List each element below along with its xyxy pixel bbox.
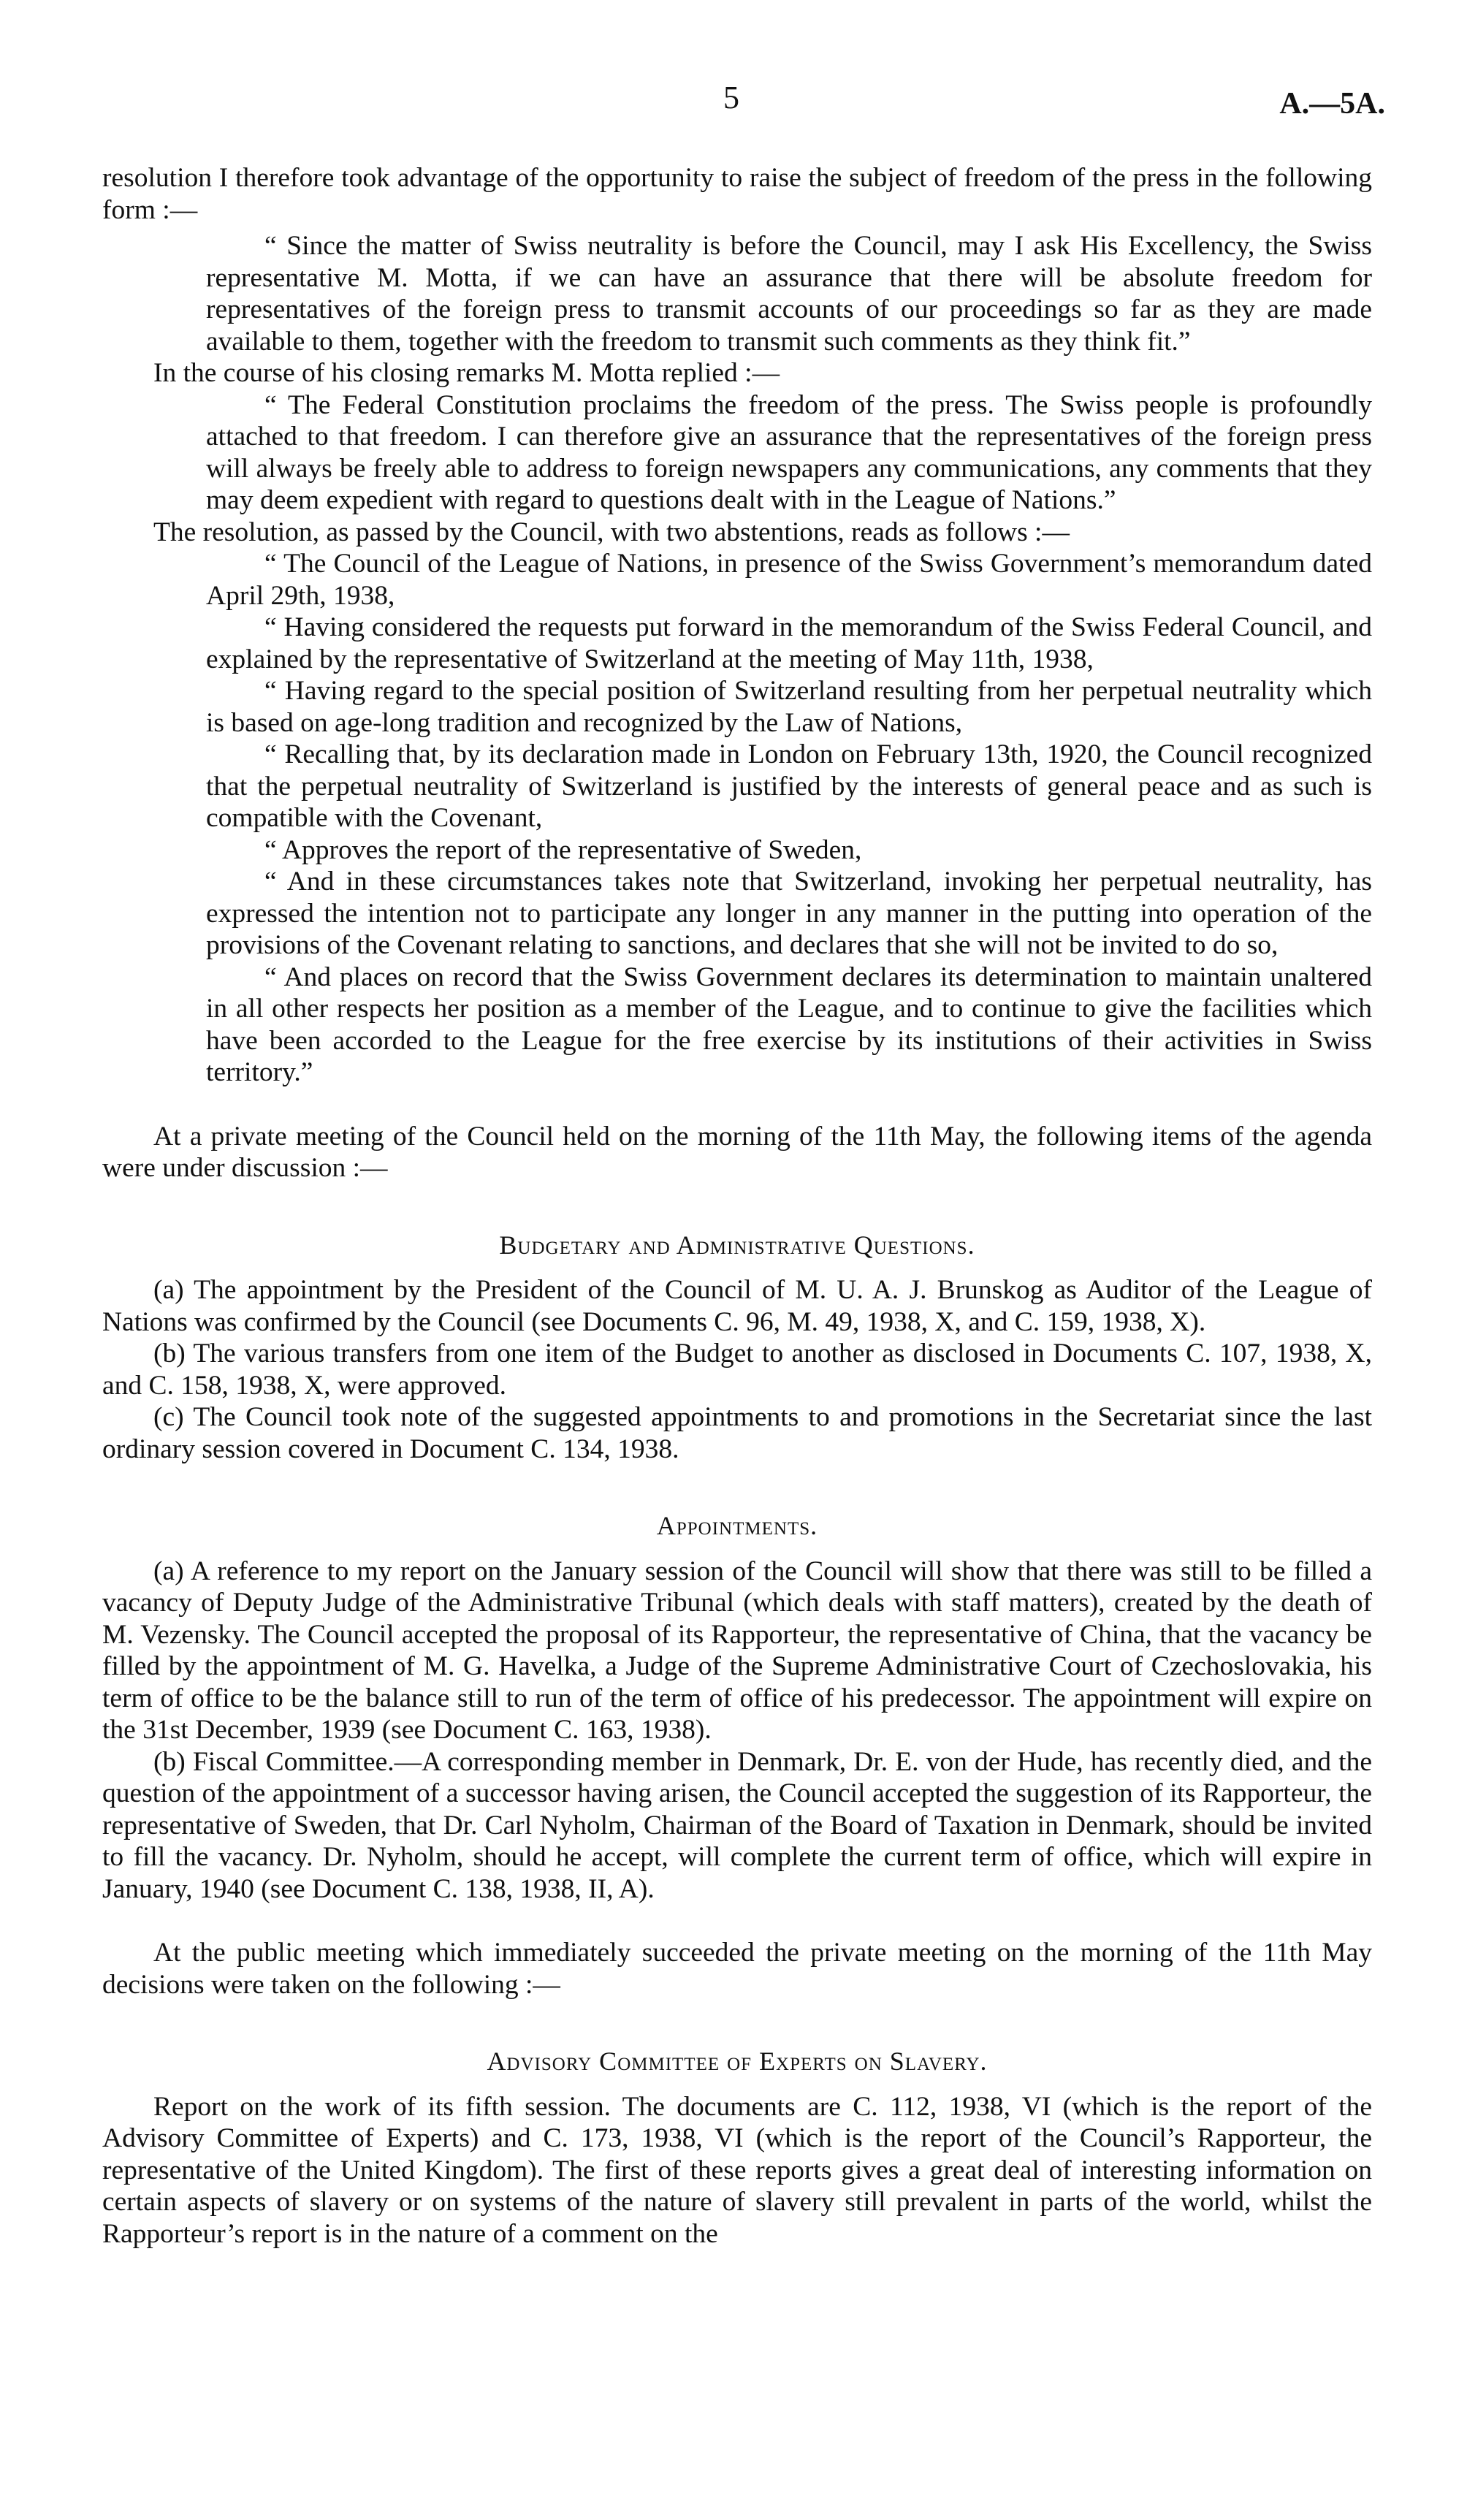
paragraph: (b) The various transfers from one item of the Budget to another as disclosed in Documents C. 107, 1938, X, and C. 158, 1938, X, were approved. <box>102 1339 1372 1401</box>
paragraph: The resolution, as passed by the Council, with two abstentions, reads as follows :— <box>153 517 1070 547</box>
quoted-paragraph: “ And in these circumstances takes note that Switzerland, invoking her perpetual neutrality, has expressed the intention not to participate any longer in any manner in the putting into operation of the provisions of the Covenant relating to sanctions, and declares that she will not be invited to do so, <box>206 867 1372 960</box>
quoted-paragraph: “ Since the matter of Swiss neutrality is before the Council, may I ask His Excellency, the Swiss representative M. Motta, if we can have an assurance that there will be absolute freedom for representatives of the foreign press to transmit accounts of our proceedings so far as they are made available to them, together with the freedom to transmit such comments as they think fit.” <box>206 231 1372 357</box>
paragraph: resolution I therefore took advantage of the opportunity to raise the subject of freedom of the press in the following form :— <box>102 163 1372 225</box>
paragraph: (c) The Council took note of the suggested appointments to and promotions in the Secretariat since the last ordinary session covered in Document C. 134, 1938. <box>102 1402 1372 1464</box>
quoted-paragraph: “ The Federal Constitution proclaims the freedom of the press. The Swiss people is profoundly attached to that freedom. I can therefore give an assurance that the representatives of the foreign press will always be freely able to address to foreign newspapers any communications, any comments that they may deem expedient with regard to questions dealt with in the League of Nations.” <box>206 389 1372 515</box>
paragraph: (b) Fiscal Committee.—A corresponding member in Denmark, Dr. E. von der Hude, has recently died, and the question of the appointment of a successor having arisen, the Council accepted the suggestion of its Rapporteur, the representative of Sweden, that Dr. Carl Nyholm, Chairman of the Board of Taxation in Denmark, should be invited to fill the vacancy. Dr. Nyholm, should he accept, will complete the current term of office, which will expire in January, 1940 (see Document C. 138, 1938, II, A). <box>102 1746 1372 1904</box>
page-number: 5 <box>723 80 739 115</box>
quoted-paragraph: “ The Council of the League of Nations, in presence of the Swiss Government’s memorandum dated April 29th, 1938, <box>206 549 1372 611</box>
section-heading: Budgetary and Administrative Questions. <box>499 1230 975 1260</box>
section-heading: Advisory Committee of Experts on Slavery. <box>487 2047 988 2076</box>
quoted-paragraph: “ Recalling that, by its declaration made in London on February 13th, 1920, the Council recognized that the perpetual neutrality of Switzerland is justified by the interests of general peace and as such is compatible with the Covenant, <box>206 739 1372 833</box>
paragraph: (a) A reference to my report on the January session of the Council will show that there was still to be filled a vacancy of Deputy Judge of the Administrative Tribunal (which deals with staff matters), created by the death of M. Vezensky. The Council accepted the proposal of its Rapporteur, the representative of China, that the vacancy be filled by the appointment of M. G. Havelka, a Judge of the Supreme Administrative Court of Czechoslovakia, his term of office to be the balance still to run of the term of office of his predecessor. The appointment will expire on the 31st December, 1939 (see Document C. 163, 1938). <box>102 1556 1372 1745</box>
paragraph: At a private meeting of the Council held on the morning of the 11th May, the following items of the agenda were under discussion :— <box>102 1121 1372 1183</box>
document-reference: A.—5A. <box>1279 87 1385 121</box>
paragraph: Report on the work of its fifth session. The documents are C. 112, 1938, VI (which is the report of the Advisory Committee of Experts) and C. 173, 1938, VI (which is the report of the Council’s Rapporteur, the representative of the United Kingdom). The first of these reports gives a great deal of interesting information on certain aspects of slavery or on systems of the nature of slavery still prevalent in parts of the world, whilst the Rapporteur’s report is in the nature of a comment on the <box>102 2091 1372 2249</box>
quoted-paragraph: “ Approves the report of the representative of Sweden, <box>264 834 862 865</box>
paragraph: At the public meeting which immediately succeeded the private meeting on the morning of the 11th May decisions were taken on the following :— <box>102 1938 1372 2000</box>
section-heading: Appointments. <box>656 1511 818 1540</box>
document-body <box>102 162 1372 2250</box>
quoted-paragraph: “ Having considered the requests put forward in the memorandum of the Swiss Federal Council, and explained by the representative of Switzerland at the meeting of May 11th, 1938, <box>206 612 1372 674</box>
paragraph: (a) The appointment by the President of the Council of M. U. A. J. Brunskog as Auditor of the League of Nations was confirmed by the Council (see Documents C. 96, M. 49, 1938, X, and C. 159, 1938, X). <box>102 1275 1372 1337</box>
paragraph: In the course of his closing remarks M. Motta replied :— <box>153 358 780 388</box>
quoted-paragraph: “ Having regard to the special position of Switzerland resulting from her perpetual neutrality which is based on age-long tradition and recognized by the Law of Nations, <box>206 676 1372 738</box>
quoted-paragraph: “ And places on record that the Swiss Government declares its determination to maintain unaltered in all other respects her position as a member of the League, and to continue to give the facilities which have been accorded to the League for the free exercise by its institutions of their activities in Swiss territory.” <box>206 962 1372 1087</box>
